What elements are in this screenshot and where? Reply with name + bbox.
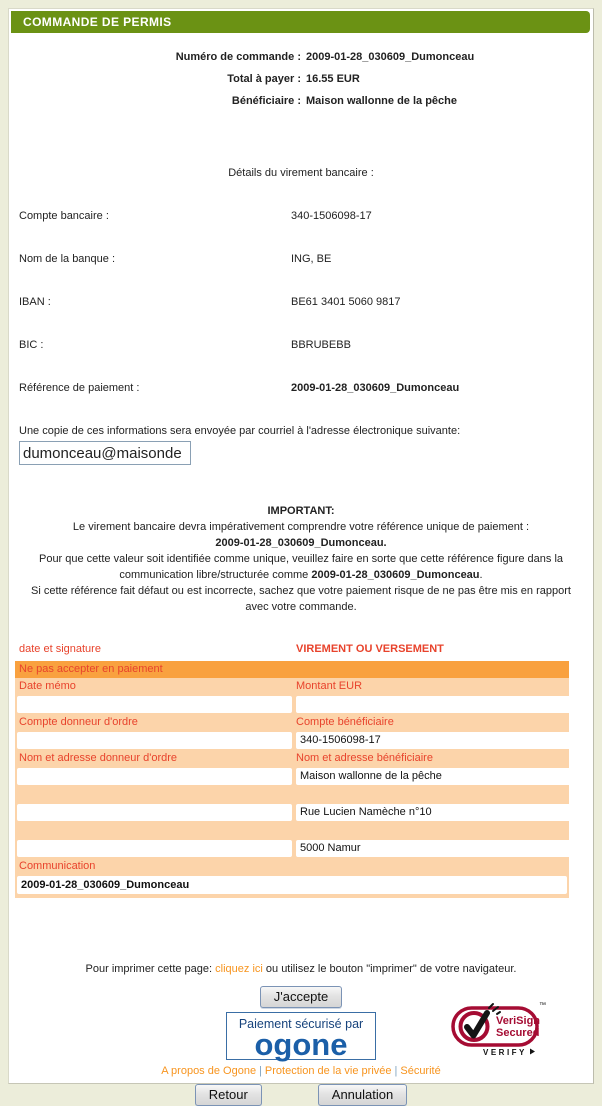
- page-title: COMMANDE DE PERMIS: [11, 11, 590, 33]
- communication-value: 2009-01-28_030609_Dumonceau: [17, 876, 567, 894]
- ogone-tagline: Paiement sécurisé par: [238, 1017, 364, 1031]
- beneficiary-name-label: Nom et adresse bénéficiaire: [296, 752, 433, 764]
- link-separator: |: [394, 1065, 398, 1077]
- row-city-fields: [15, 839, 569, 858]
- beneficiary-label: Bénéficiaire :: [231, 95, 301, 107]
- security-link[interactable]: Sécurité: [400, 1065, 441, 1077]
- important-title: IMPORTANT:: [267, 505, 335, 517]
- important-line2-pre: Pour que cette valeur soit identifiée comme unique, veuillez faire en sorte que cette référence figure dans la communication libre/structurée comme: [38, 553, 564, 581]
- beneficiary-account-label: Compte bénéficiaire: [296, 716, 394, 728]
- date-signature-label: date et signature: [19, 643, 101, 655]
- beneficiary-account-value: 340-1506098-17: [296, 732, 571, 749]
- privacy-link[interactable]: Protection de la vie privée: [264, 1065, 392, 1077]
- ogone-links: [9, 1065, 593, 1077]
- bank-account-value: 340-1506098-17: [291, 210, 372, 222]
- email-copy-label: Une copie de ces informations sera envoyée par courriel à l'adresse électronique suivante:: [19, 425, 461, 437]
- summary-row-beneficiary: [9, 90, 593, 112]
- row-street-fields: [15, 803, 569, 822]
- payment-reference-value: 2009-01-28_030609_Dumonceau: [291, 382, 460, 394]
- date-memo-input[interactable]: [17, 696, 292, 713]
- virement-ou-versement-label: VIREMENT OU VERSEMENT: [296, 643, 444, 655]
- beneficiary-value: Maison wallonne de la pêche: [306, 95, 457, 107]
- verisign-text-line2: Secured: [496, 1027, 540, 1039]
- email-input[interactable]: [19, 441, 191, 465]
- important-line1: Le virement bancaire devra impérativement comprendre votre référence unique de paiement :: [72, 521, 530, 533]
- row-name-fields: [15, 767, 569, 786]
- verisign-secured-seal[interactable]: [449, 995, 549, 1061]
- print-instruction-pre: Pour imprimer cette page:: [85, 963, 216, 975]
- bic-label: BIC :: [19, 339, 44, 351]
- content-panel: [8, 8, 594, 1102]
- verify-arrow-icon: [530, 1049, 535, 1055]
- summary-row-total: [9, 68, 593, 90]
- accept-button[interactable]: J'accepte: [260, 986, 343, 1008]
- ordering-account-label: Compte donneur d'ordre: [19, 716, 138, 728]
- amount-eur-input[interactable]: [296, 696, 571, 713]
- verisign-text-line1: VeriSign: [496, 1015, 541, 1027]
- beneficiary-street-value: Rue Lucien Namèche n°10: [296, 804, 571, 821]
- transfer-slip-body: [15, 661, 569, 898]
- transfer-slip-header: [15, 641, 569, 661]
- row-date-amount-labels: [15, 678, 569, 695]
- page-background: [0, 8, 602, 1100]
- back-button[interactable]: Retour: [195, 1084, 262, 1106]
- order-number-label: Numéro de commande :: [175, 51, 301, 63]
- total-value: 16.55 EUR: [306, 73, 360, 85]
- important-line2: [27, 551, 575, 583]
- about-ogone-link[interactable]: A propos de Ogone: [161, 1065, 257, 1077]
- spacer-row: [15, 786, 569, 803]
- payment-reference-label: Référence de paiement :: [19, 382, 140, 394]
- bank-row-payment-reference: [19, 381, 593, 395]
- important-notice: [9, 503, 593, 615]
- link-separator: |: [259, 1065, 262, 1077]
- order-number-value: 2009-01-28_030609_Dumonceau: [306, 51, 475, 63]
- row-account-fields: [15, 731, 569, 750]
- ordering-account-input[interactable]: [17, 732, 292, 749]
- print-instruction-post: ou utilisez le bouton "imprimer" de votre navigateur.: [262, 963, 517, 975]
- bank-row-bic: [19, 338, 593, 352]
- bic-value: BBRUBEBB: [291, 339, 351, 351]
- amount-eur-label: Montant EUR: [296, 680, 363, 692]
- summary-row-order-number: [9, 46, 593, 68]
- bank-name-value: ING, BE: [291, 253, 332, 265]
- do-not-accept-banner: Ne pas accepter en paiement: [15, 661, 569, 678]
- spacer-row: [15, 822, 569, 839]
- bank-row-name: [19, 252, 593, 266]
- ordering-address-line1-input[interactable]: [17, 804, 292, 821]
- ogone-brand-wordmark: ogone: [254, 1027, 348, 1062]
- important-line2-post: .: [479, 569, 483, 581]
- footer-buttons: [9, 1084, 593, 1106]
- bank-name-label: Nom de la banque :: [19, 253, 116, 265]
- row-name-address-labels: [15, 750, 569, 767]
- ordering-address-line2-input[interactable]: [17, 840, 292, 857]
- bank-account-label: Compte bancaire :: [19, 210, 109, 222]
- bank-row-iban: [19, 295, 593, 309]
- ordering-name-input[interactable]: [17, 768, 292, 785]
- iban-label: IBAN :: [19, 296, 51, 308]
- date-memo-label: Date mémo: [19, 680, 76, 692]
- print-link[interactable]: cliquez ici: [215, 963, 263, 975]
- communication-label: Communication: [19, 860, 96, 872]
- ordering-name-label: Nom et adresse donneur d'ordre: [19, 752, 178, 764]
- iban-value: BE61 3401 5060 9817: [291, 296, 401, 308]
- email-section: [19, 424, 593, 465]
- row-date-amount-inputs: [15, 695, 569, 714]
- ogone-logo: [226, 1012, 376, 1060]
- transfer-slip: [15, 641, 569, 898]
- important-line3: Si cette référence fait défaut ou est incorrecte, sachez que votre paiement risque de ne pas être mis en rapport avec votre commande.: [31, 585, 571, 613]
- verify-text: VERIFY: [483, 1048, 527, 1057]
- important-reference: 2009-01-28_030609_Dumonceau.: [215, 537, 387, 549]
- trademark-symbol: ™: [539, 1002, 546, 1009]
- bank-details-title: Détails du virement bancaire :: [228, 167, 374, 179]
- beneficiary-city-value: 5000 Namur: [296, 840, 571, 857]
- row-account-labels: [15, 714, 569, 731]
- bank-details: [9, 209, 593, 395]
- order-summary: [9, 46, 593, 112]
- beneficiary-name-value: Maison wallonne de la pêche: [296, 768, 571, 785]
- important-line2-reference: 2009-01-28_030609_Dumonceau: [311, 569, 480, 581]
- print-instruction: [9, 962, 593, 976]
- cancel-button[interactable]: Annulation: [318, 1084, 407, 1106]
- row-communication-label: [15, 858, 569, 875]
- row-communication-value: [15, 875, 569, 895]
- total-label: Total à payer :: [227, 73, 301, 85]
- bank-row-account: [19, 209, 593, 223]
